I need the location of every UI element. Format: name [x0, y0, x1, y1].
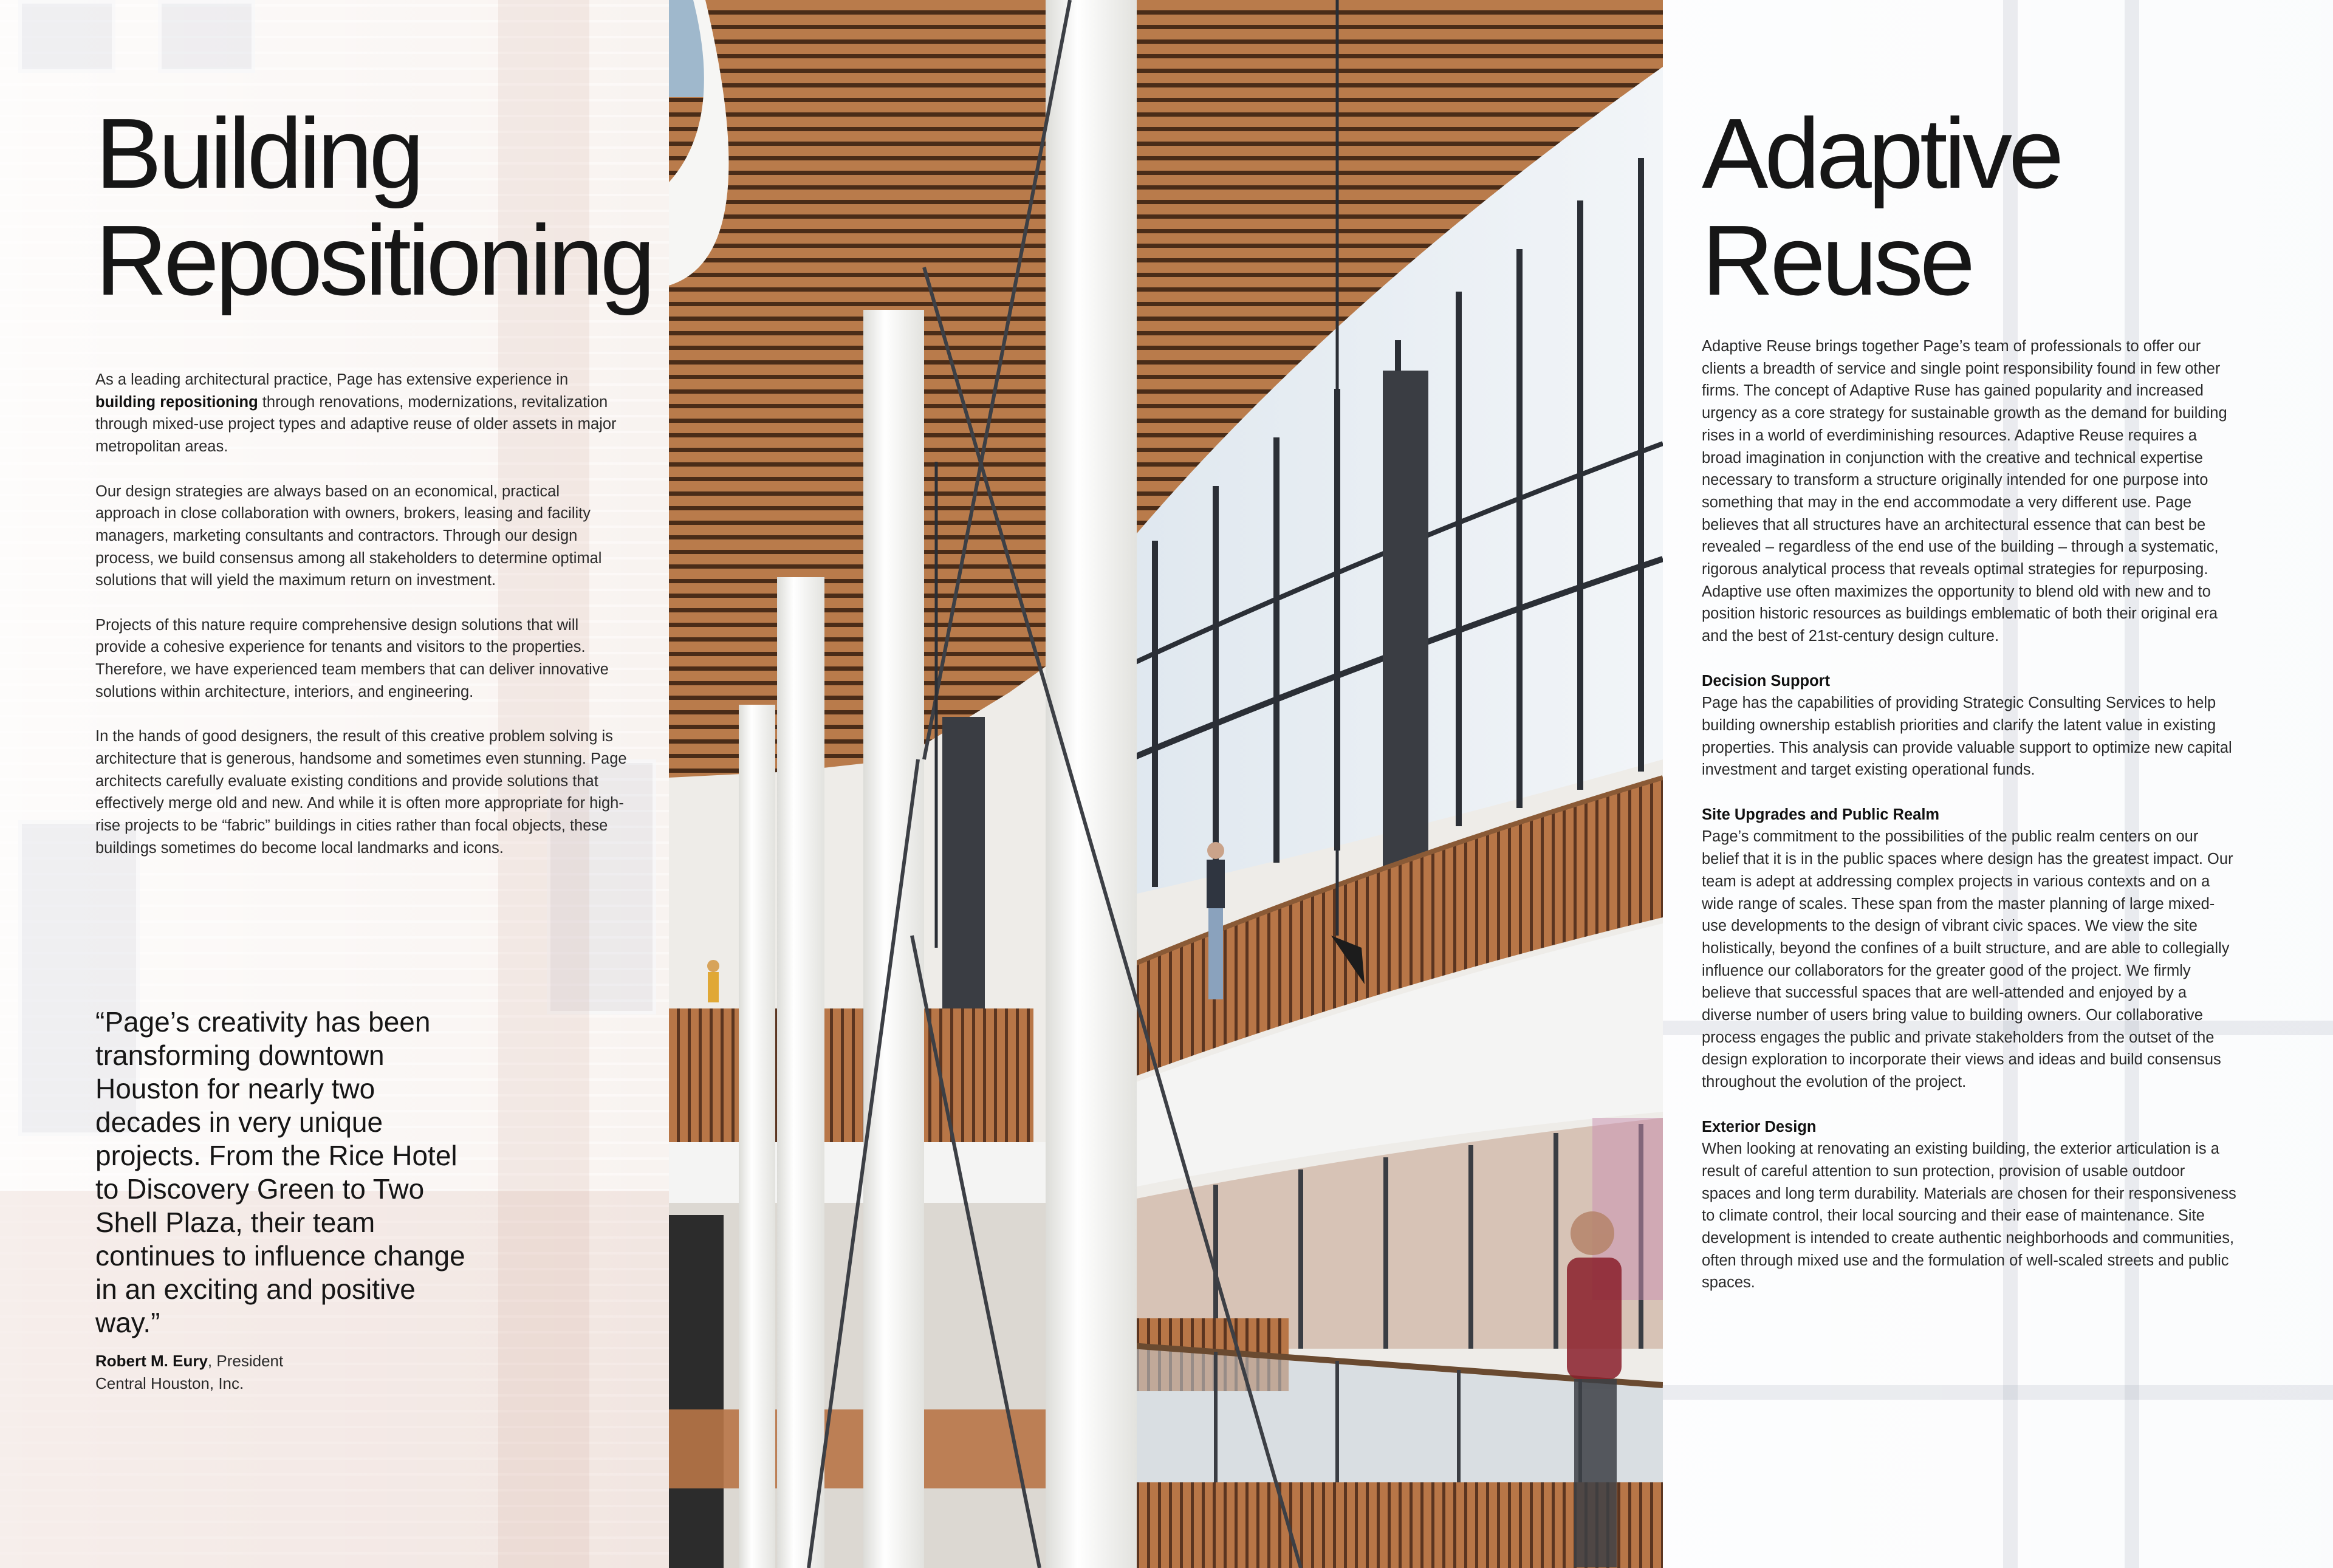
section-site-upgrades: [1702, 804, 2236, 1094]
white-column-foreground: [1046, 0, 1137, 1568]
structural-column-dark: [1383, 371, 1428, 917]
title-line-1: Adaptive: [1702, 98, 2061, 209]
section-heading: Exterior Design: [1702, 1118, 1817, 1135]
dark-doorway: [669, 1215, 724, 1568]
background-window: [18, 0, 115, 73]
section-body: Page has the capabilities of providing Strategic Consulting Services to help building ownership establish priorities and clarify the latent value in existing properties. This analysis can provide valuable support to optimize new capital investment and target existing operational funds.: [1702, 694, 2232, 779]
building-repositioning-title: [95, 100, 654, 314]
title-line-2: Reuse: [1702, 205, 1972, 316]
bottom-wood-rail: [1058, 1482, 1663, 1568]
paragraph-3: Projects of this nature require comprehensive design solutions that will provide a cohesive experience for tenants and visitors to the properties. Therefore, we have experienced team members that can deliver innovative solutions within architecture, interiors, and engineering.: [95, 616, 609, 700]
left-balcony-wood-rail: [669, 1008, 1033, 1142]
atrium-photo: [669, 0, 1663, 1568]
building-repositioning-body: [95, 369, 627, 882]
person-left-balcony: [707, 960, 719, 1002]
section-body: Page’s commitment to the possibilities of the public realm centers on our belief that it is in the public spaces where design has the greatest impact. Our team is adept at addressing complex projects in various contexts and on a wide range of scales. These span from the master planning of large mixed-use developments to the design of vibrant civic spaces. We view the site holistically, beyond the confines of a built structure, and are able to collegially influence our collaborators for the greater good of the project. We firmly believe that successful spaces that are well-attended and enjoyed by a diverse number of users bring value to building owners. Our collaborative process engages the public and private stakeholders from the outset of the design exploration to incorporate their views and ideas and build consensus throughout the evolution of the project.: [1702, 828, 2233, 1091]
quote-attribution: [95, 1350, 484, 1395]
person-upper-balcony: [1207, 842, 1225, 999]
white-column: [777, 577, 824, 1568]
atrium-illustration: [669, 0, 1663, 1568]
section-heading: Decision Support: [1702, 672, 1831, 690]
section-exterior-design: [1702, 1116, 2236, 1295]
paragraph-1-highlight: building repositioning: [95, 393, 258, 411]
background-mullion: [1663, 1385, 2333, 1400]
adaptive-reuse-body: [1702, 335, 2236, 1316]
paragraph-4: In the hands of good designers, the result of this creative problem solving is architecture that is generous, handsome and sometimes even stunning. Page architects carefully evaluate existing conditions and provide solutions that effectively merge old and new. And while it is often more appropriate for high-rise projects to be “fabric” buildings in cities rather than focal objects, these buildings sometimes do become local landmarks and icons.: [95, 728, 627, 857]
paragraph-1: [95, 369, 627, 458]
author-line: [95, 1350, 484, 1372]
white-column: [739, 705, 775, 1568]
section-decision-support: [1702, 670, 2236, 782]
title-line-1: Building: [95, 98, 421, 209]
adaptive-reuse-intro: Adaptive Reuse brings together Page’s team of professionals to offer our clients a breadth of service and single point responsibility found in few other firms. The concept of Adaptive Ruse has gained popularity and increased urgency as a core strategy for sustainable growth as the demand for building rises in a world of everdiminishing resources. Adaptive Reuse requires a broad imagination in conjunction with the creative and technical expertise necessary to transform a structure originally intended for one purpose into something that may in the end accommodate a very different use. Page believes that all structures have an architectural essence that can best be revealed – regardless of the end use of the building – through a systematic, rigorous analytical process that reveals optimal strategies for repurposing. Adaptive use often maximizes the opportunity to blend old with new and to position historic resources as buildings emblematic of both their original era and the best of 21st-century design culture.: [1702, 338, 2227, 645]
title-line-2: Repositioning: [95, 205, 652, 316]
background-window: [158, 0, 255, 73]
paragraph-1-end: through renovations, modernizations, revitalization through mixed-use project types and adaptive reuse of older assets in major metropolitan areas.: [95, 393, 617, 456]
author-organization: Central Houston, Inc.: [95, 1374, 244, 1392]
adaptive-reuse-title: [1702, 100, 2249, 314]
author-name: Robert M. Eury: [95, 1352, 208, 1370]
paragraph-1-start: As a leading architectural practice, Page has extensive experience in: [95, 371, 569, 388]
section-heading: Site Upgrades and Public Realm: [1702, 806, 1940, 823]
author-title: , President: [207, 1352, 284, 1370]
person-walking-foreground: [1567, 1211, 1622, 1567]
paragraph-2: Our design strategies are always based on an economical, practical approach in close collaboration with owners, brokers, leasing and facility managers, marketing consultants and contractors. Through our design process, we build consensus among all stakeholders to determine optimal solutions that will yield the maximum return on investment.: [95, 482, 602, 589]
section-body: When looking at renovating an existing building, the exterior articulation is a result of careful attention to sun protection, provision of usable outdoor spaces and long term durability. Materials are chosen for their responsiveness to climate control, their local sourcing and their ease of maintenance. Site development is intended to create authentic neighborhoods and communities, often through mixed use and the formulation of well-scaled streets and public spaces.: [1702, 1140, 2236, 1292]
client-quote: “Page’s creativity has been transforming downtown Houston for nearly two decades in very unique projects. From the Rice Hotel to Discovery Green to Two Shell Plaza, their team continues to influence change in an exciting and positive way.”: [95, 1006, 465, 1338]
